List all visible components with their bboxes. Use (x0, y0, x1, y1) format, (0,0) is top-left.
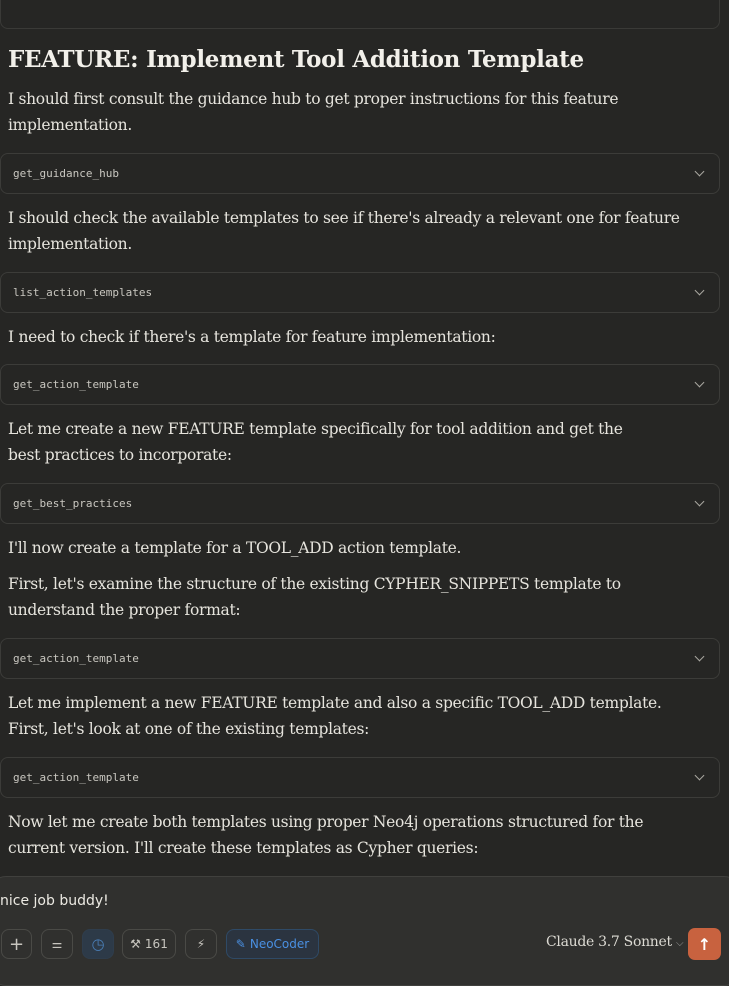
chevron-down-icon (695, 497, 705, 507)
tool-call-get-action-template[interactable] (0, 364, 720, 405)
assistant-text: First, let's examine the structure of the existing CYPHER_SNIPPETS template to understand the proper format: (8, 575, 621, 619)
model-name: Claude 3.7 Sonnet (546, 934, 672, 950)
integrations-button[interactable] (185, 929, 217, 959)
hammer-icon: ⚒ (130, 937, 141, 951)
project-name: NeoCoder (249, 937, 310, 951)
chevron-down-icon: ⌵ (676, 938, 684, 949)
research-button[interactable] (82, 929, 114, 959)
assistant-text: I'll now create a template for a TOOL_ADD action template. (8, 539, 462, 557)
chevron-down-icon (695, 378, 705, 388)
tool-name: get_best_practices (13, 497, 133, 510)
tool-call-list-action-templates[interactable] (0, 272, 720, 313)
plug-icon: ⚡ (196, 937, 206, 951)
clock-icon: ◷ (91, 935, 105, 953)
settings-button[interactable] (41, 929, 73, 959)
chevron-down-icon (695, 167, 705, 177)
assistant-text: Let me create a new FEATURE template specifically for tool addition and get the best practices to incorporate: (8, 420, 623, 464)
tool-name: get_action_template (13, 771, 139, 784)
tool-call-get-action-template[interactable] (0, 638, 720, 679)
message-input[interactable]: nice job buddy! (0, 893, 109, 909)
assistant-text: I should first consult the guidance hub to get proper instructions for this feature implementation. (8, 90, 619, 134)
quill-icon: ✎ (235, 937, 246, 951)
plus-icon: + (8, 933, 25, 955)
model-selector[interactable] (546, 934, 683, 950)
tool-call-get-guidance-hub[interactable] (0, 153, 720, 194)
section-heading: FEATURE: Implement Tool Addition Template (8, 46, 584, 73)
chevron-down-icon (695, 771, 705, 781)
add-button[interactable] (1, 929, 32, 959)
tool-name: get_guidance_hub (13, 167, 119, 180)
chevron-down-icon (695, 652, 705, 662)
tool-name: get_action_template (13, 378, 139, 391)
tools-count: 161 (144, 937, 168, 951)
previous-tool-block (0, 0, 720, 29)
assistant-text: I need to check if there's a template for feature implementation: (8, 328, 496, 346)
arrow-up-icon: ↑ (697, 934, 712, 954)
tool-name: list_action_templates (13, 286, 153, 299)
tool-call-get-action-template[interactable] (0, 757, 720, 798)
tool-name: get_action_template (13, 652, 139, 665)
send-button[interactable] (688, 928, 721, 960)
assistant-text: I should check the available templates to see if there's already a relevant one for feature implementation. (8, 209, 680, 253)
project-button[interactable] (226, 929, 319, 959)
tools-button[interactable] (122, 929, 176, 959)
assistant-text: Let me implement a new FEATURE template and also a specific TOOL_ADD template. First, let's look at one of the existing templates: (8, 694, 662, 738)
chevron-down-icon (695, 286, 705, 296)
assistant-text: Now let me create both templates using proper Neo4j operations structured for the current version. I'll create these templates as Cypher queries: (8, 813, 644, 857)
tool-call-get-best-practices[interactable] (0, 483, 720, 524)
sliders-icon: ⚌ (51, 937, 63, 951)
